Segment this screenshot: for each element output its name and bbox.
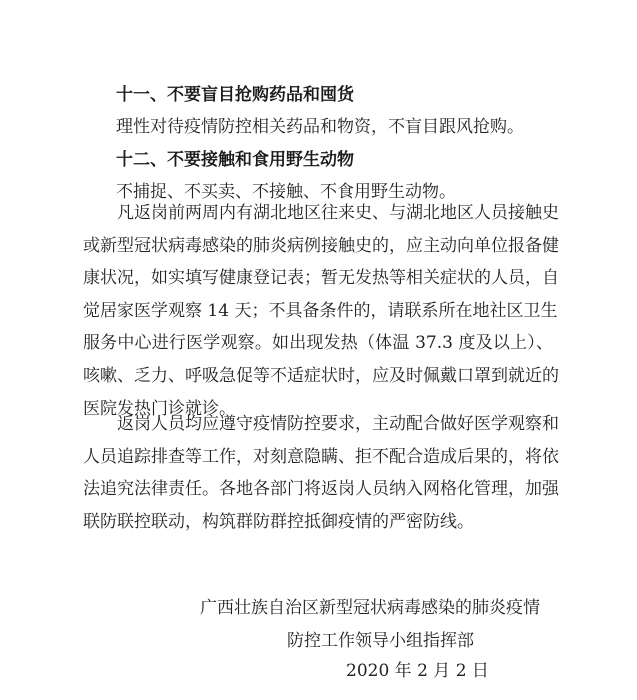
paragraph-health-reporting — [83, 197, 559, 425]
paragraph-line: 联防联控联动，构筑群防群控抵御疫情的严密防线。 — [83, 511, 474, 532]
section-11-body: 理性对待疫情防控相关药品和物资，不盲目跟风抢购。 — [116, 117, 524, 137]
section-12-body: 不捕捉、不买卖、不接触、不食用野生动物。 — [116, 182, 456, 202]
paragraph-line: 康状况，如实填写健康登记表；暂无发热等相关症状的人员，自 — [83, 268, 559, 289]
signature-organization-line-2: 防控工作领导小组指挥部 — [287, 631, 474, 651]
paragraph-line: 咳嗽、乏力、呼吸急促等不适症状时，应及时佩戴口罩到就近的 — [83, 365, 559, 386]
paragraph-line: 或新型冠状病毒感染的肺炎病例接触史的，应主动向单位报备健 — [83, 235, 559, 256]
paragraph-line: 觉居家医学观察 14 天；不具备条件的，请联系所在地社区卫生 — [83, 300, 558, 321]
paragraph-line: 法追究法律责任。各地各部门将返岗人员纳入网格化管理，加强 — [83, 479, 559, 500]
paragraph-line: 凡返岗前两周内有湖北地区往来史、与湖北地区人员接触史 — [117, 203, 559, 223]
paragraph-line: 人员追踪排查等工作，对刻意隐瞒、拒不配合造成后果的，将依 — [83, 446, 559, 467]
paragraph-returning-staff — [83, 408, 559, 538]
section-11-heading: 十一、不要盲目抢购药品和囤货 — [116, 85, 354, 105]
paragraph-line: 服务中心进行医学观察。如出现发热（体温 37.3 度及以上）、 — [83, 333, 553, 354]
paragraph-line: 医院发热门诊就诊。 — [83, 398, 236, 419]
signature-date: 2020 年 2 月 2 日 — [346, 661, 489, 681]
section-12-heading: 十二、不要接触和食用野生动物 — [116, 150, 354, 170]
signature-organization-line-1: 广西壮族自治区新型冠状病毒感染的肺炎疫情 — [200, 598, 540, 618]
paragraph-line: 返岗人员均应遵守疫情防控要求，主动配合做好医学观察和 — [117, 414, 559, 434]
